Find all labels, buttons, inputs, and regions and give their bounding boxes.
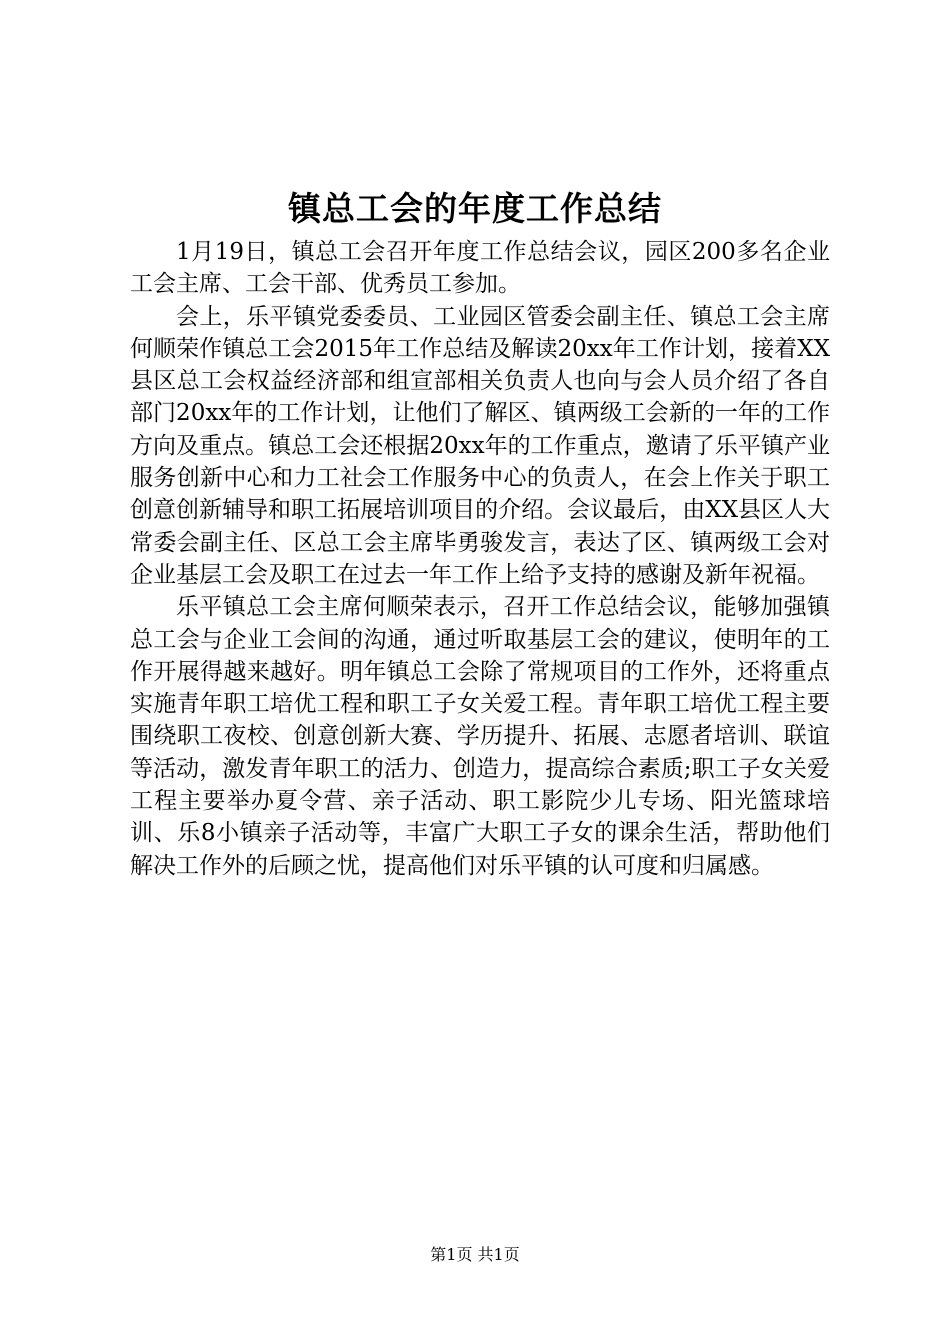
paragraph-3: 乐平镇总工会主席何顺荣表示，召开工作总结会议，能够加强镇总工会与企业工会间的沟通，通过听取基层工会的建议，使明年的工作开展得越来越好。明年镇总工会除了常规项目的工作外，还将重点实施青年职工培优工程和职工子女关爱工程。青年职工培优工程主要围绕职工夜校、创意创新大赛、学历提升、拓展、志愿者培训、联谊等活动，激发青年职工的活力、创造力，提高综合素质;职工子女关爱工程主要举办夏令营、亲子活动、职工影院少儿专场、阳光篮球培训、乐8小镇亲子活动等，丰富广大职工子女的课余生活，帮助他们解决工作外的后顾之忧，提高他们对乐平镇的认可度和归属感。 — [130, 594, 830, 879]
paragraph-1: 1月19日，镇总工会召开年度工作总结会议，园区200多名企业工会主席、工会干部、优秀员工参加。 — [130, 239, 830, 298]
document-body — [130, 236, 830, 882]
document-title: 镇总工会的年度工作总结 — [288, 189, 662, 228]
paragraph-2: 会上，乐平镇党委委员、工业园区管委会副主任、镇总工会主席何顺荣作镇总工会2015年工作总结及解读20xx年工作计划，接着XX县区总工会权益经济部和组宣部相关负责人也向与会人员介绍了各自部门20xx年的工作计划，让他们了解区、镇两级工会新的一年的工作方向及重点。镇总工会还根据20xx年的工作重点，邀请了乐平镇产业服务创新中心和力工社会工作服务中心的负责人，在会上作关于职工创意创新辅导和职工拓展培训项目的介绍。会议最后，由XX县区人大常委会副主任、区总工会主席毕勇骏发言，表达了区、镇两级工会对企业基层工会及职工在过去一年工作上给予支持的感谢及新年祝福。 — [130, 303, 830, 588]
page-footer: 第1页 共1页 — [430, 1245, 520, 1264]
